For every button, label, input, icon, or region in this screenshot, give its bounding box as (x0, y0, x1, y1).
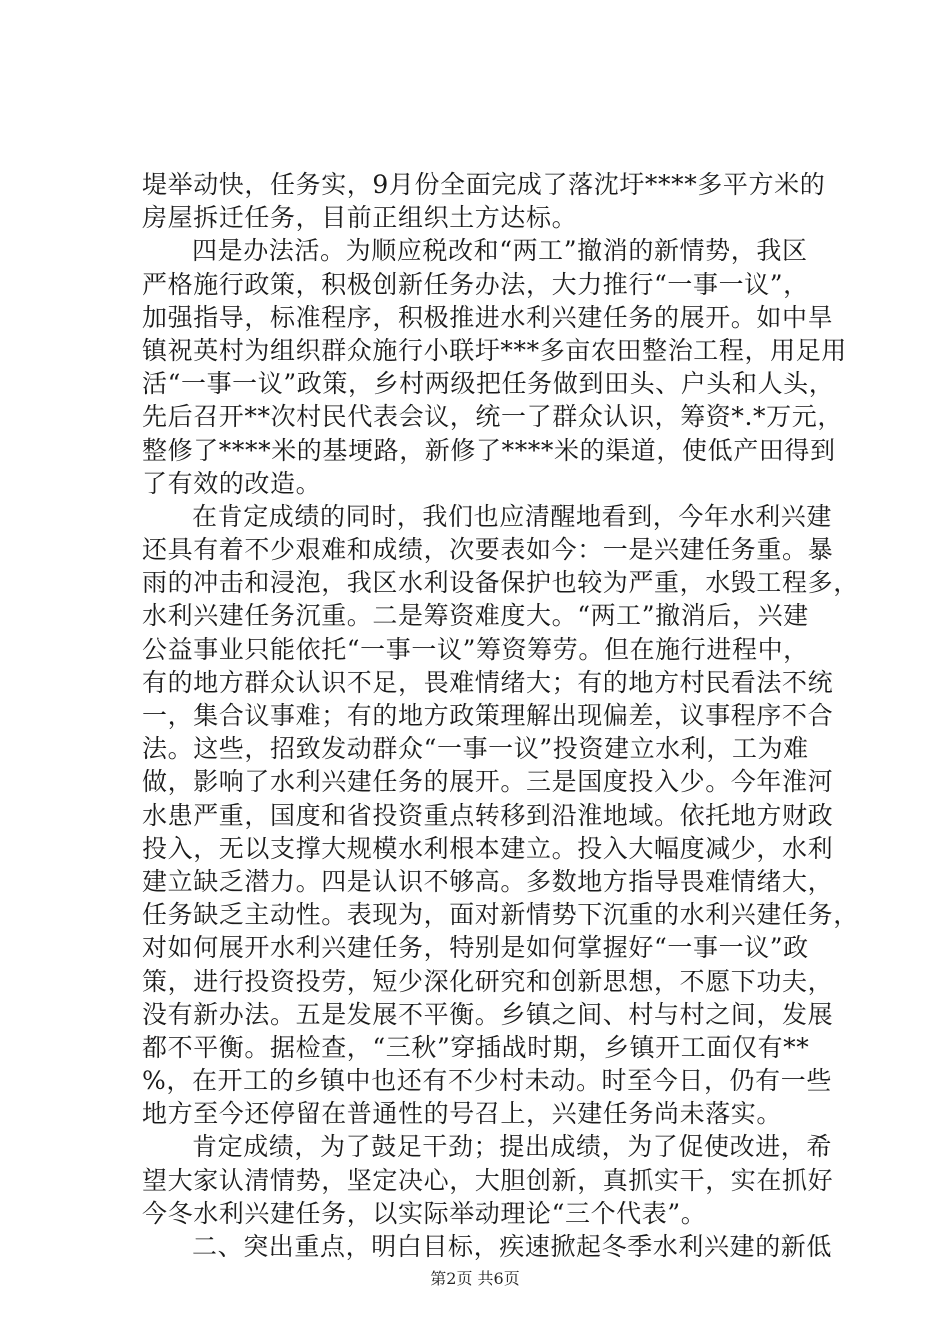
text-line: 镇祝英村为组织群众施行小联圩***多亩农田整治工程，用足用 (142, 335, 847, 365)
text-line: 四是办法活。为顺应税改和“两工”撤消的新情势，我区 (192, 236, 808, 266)
text-line: 投入，无以支撑大规模水利根本建立。投入大幅度减少，水利 (142, 833, 834, 863)
text-line: 法。这些，招致发动群众“一事一议”投资建立水利，工为难 (142, 734, 809, 764)
text-line: 望大家认清情势，坚定决心，大胆创新，真抓实干，实在抓好 (142, 1165, 834, 1195)
text-line: 一，集合议事难；有的地方政策理解出现偏差，议事程序不合 (142, 701, 834, 730)
text-line: 活“一事一议”政策，乡村两级把任务做到田头、户头和人头， (142, 369, 835, 399)
paragraph-continuation (142, 168, 828, 234)
paragraph-summary (142, 1130, 834, 1230)
paragraph-problems (142, 500, 859, 1131)
text-line: 二、突出重点，明白目标，疾速掀起冬季水利兴建的新低 (192, 1232, 833, 1261)
text-line: 做，影响了水利兴建任务的展开。三是国度投入少。今年淮河 (142, 767, 834, 797)
text-line: 今冬水利兴建任务，以实际举动理论“三个代表”。 (142, 1198, 707, 1228)
text-line: 水患严重，国度和省投资重点转移到沿淮地域。依托地方财政 (142, 800, 834, 830)
text-line: 任务缺乏主动性。表现为，面对新情势下沉重的水利兴建任务， (142, 900, 859, 930)
page-number: 第2页 共6页 (430, 1269, 520, 1288)
text-line: 肯定成绩，为了鼓足干劲；提出成绩，为了促使改进，希 (192, 1132, 833, 1162)
text-line: 没有新办法。五是发展不平衡。乡镇之间、村与村之间，发展 (142, 999, 834, 1029)
paragraph-method (142, 234, 847, 500)
text-line: 堤举动快，任务实，9月份全面完成了落沈圩****多平方米的 (142, 170, 826, 199)
text-line: 严格施行政策，积极创新任务办法，大力推行“一事一议”， (142, 269, 809, 299)
section-heading-two (142, 1230, 833, 1263)
text-line: 地方至今还停留在普通性的号召上，兴建任务尚未落实。 (142, 1099, 783, 1129)
text-line: %，在开工的乡镇中也还有不少村未动。时至今日，仍有一些 (142, 1066, 832, 1096)
text-line: 房屋拆迁任务，目前正组织土方达标。 (142, 203, 578, 233)
body-text (142, 168, 859, 1263)
text-line: 还具有着不少艰难和成绩，次要表如今：一是兴建任务重。暴 (142, 535, 834, 565)
text-line: 雨的冲击和浸泡，我区水利设备保护也较为严重，水毁工程多， (142, 568, 859, 598)
text-line: 策，进行投资投劳，短少深化研究和创新思想，不愿下功夫， (142, 966, 834, 996)
text-line: 对如何展开水利兴建任务，特别是如何掌握好“一事一议”政 (142, 933, 809, 963)
text-line: 有的地方群众认识不足，畏难情绪大；有的地方村民看法不统 (142, 667, 834, 697)
text-line: 公益事业只能依托“一事一议”筹资筹劳。但在施行进程中， (142, 634, 809, 664)
text-line: 整修了****米的基埂路，新修了****米的渠道，使低产田得到 (142, 435, 836, 465)
text-line: 了有效的改造。 (142, 468, 322, 498)
text-line: 在肯定成绩的同时，我们也应清醒地看到，今年水利兴建 (192, 501, 833, 531)
text-line: 都不平衡。据检查，“三秋”穿插战时期，乡镇开工面仅有** (142, 1032, 810, 1062)
text-line: 先后召开**次村民代表会议，统一了群众认识，筹资*.*万元， (142, 402, 843, 432)
text-line: 建立缺乏潜力。四是认识不够高。多数地方指导畏难情绪大， (142, 866, 834, 896)
text-line: 水利兴建任务沉重。二是筹资难度大。“两工”撤消后，兴建 (142, 601, 809, 631)
text-line: 加强指导，标准程序，积极推进水利兴建任务的展开。如中旱 (142, 302, 834, 332)
